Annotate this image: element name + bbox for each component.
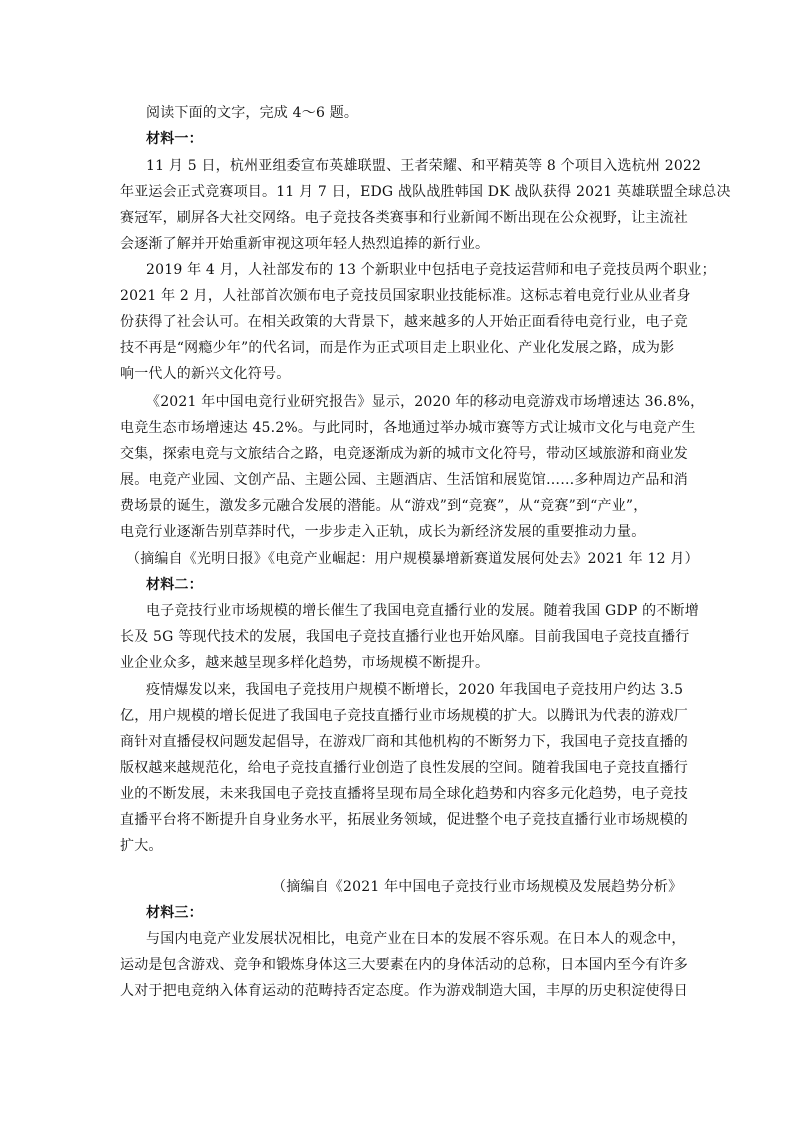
paragraph-line: 人对于把电竞纳入体育运动的范畴持否定态度。作为游戏制造大国，丰厚的历史积淀使得日 [120,983,688,999]
paragraph-line: 年亚运会正式竞赛项目。11 月 7 日，EDG 战队战胜韩国 DK 战队获得 2021 英雄联盟全球总决 [120,184,731,200]
paragraph-line: 与国内电竞产业发展状况相比，电竞产业在日本的发展不容乐观。在日本人的观念中， [146,931,686,947]
paragraph-line: 2019 年 4 月，人社部发布的 13 个新职业中包括电子竞技运营师和电子竞技员两个职业； [146,262,716,278]
paragraph-line: 赛冠军，刷屏各大社交网络。电子竞技各类赛事和行业新闻不断出现在公众视野，让主流社 [120,210,688,226]
material-1-title: 材料一： [146,131,203,147]
paragraph-line: 电竞行业逐渐告别草莽时代，一步步走入正轨，成长为新经济发展的重要推动力量。 [120,524,646,540]
paragraph-line: 展。电竞产业园、文创产品、主题公园、主题酒店、生活馆和展览馆……多种周边产品和消 [120,472,688,488]
paragraph-line: 疫情爆发以来，我国电子竞技用户规模不断增长，2020 年我国电子竞技用户约达 3.5 [146,682,684,698]
paragraph-line: 11 月 5 日，杭州亚组委宣布英雄联盟、王者荣耀、和平精英等 8 个项目入选杭州 2022 [146,158,702,174]
paragraph-line: 直播平台将不断提升自身业务水平，拓展业务领域，促进整个电子竞技直播行业市场规模的 [120,812,688,828]
paragraph-line: 商针对直播侵权问题发起倡导，在游戏厂商和其他机构的不断努力下，我国电子竞技直播的 [120,734,688,750]
material-1-source: （摘编自《光明日报》《电竞产业崛起：用户规模暴增新赛道发展何处去》2021 年 12 月） [126,551,699,567]
paragraph-line: 会逐渐了解并开始重新审视这项年轻人热烈追捧的新行业。 [120,236,490,252]
paragraph-line: 长及 5G 等现代技术的发展，我国电子竞技直播行业也开始风靡。目前我国电子竞技直播行 [120,629,690,645]
paragraph-line: 业企业众多，越来越呈现多样化趋势，市场规模不断提升。 [120,655,490,671]
question-instruction: 阅读下面的文字，完成 4～6 题。 [146,105,359,121]
material-2-source: （摘编自《2021 年中国电子竞技行业市场规模及发展趋势分析》 [272,879,683,895]
material-3-title: 材料三： [146,905,203,921]
paragraph-line: 技不再是“网瘾少年”的代名词，而是作为正式项目走上职业化、产业化发展之路，成为影 [120,340,675,356]
paragraph-line: 2021 年 2 月，人社部首次颁布电子竞技员国家职业技能标准。这标志着电竞行业从业者身 [120,288,691,304]
paragraph-line: 《2021 年中国电竞行业研究报告》显示，2020 年的移动电竞游戏市场增速达 36.8%， [146,394,705,410]
paragraph-line: 电子竞技行业市场规模的增长催生了我国电竞直播行业的发展。随着我国 GDP 的不断增 [146,603,699,619]
paragraph-line: 费场景的诞生，激发多元融合发展的潜能。从“游戏”到“竞赛”，从“竞赛”到“产业”， [120,498,648,514]
paragraph-line: 版权越来越规范化，给电子竞技直播行业创造了良性发展的空间。随着我国电子竞技直播行 [120,760,688,776]
paragraph-line: 响一代人的新兴文化符号。 [120,366,291,382]
paragraph-line: 份获得了社会认可。在相关政策的大背景下，越来越多的人开始正面看待电竞行业，电子竞 [120,314,688,330]
paragraph-line: 扩大。 [120,838,163,854]
paragraph-line: 电竞生态市场增速达 45.2%。与此同时，各地通过举办城市赛等方式让城市文化与电竞产生 [120,420,696,436]
paragraph-line: 业的不断发展，未来我国电子竞技直播将呈现布局全球化趋势和内容多元化趋势，电子竞技 [120,786,688,802]
paragraph-line: 运动是包含游戏、竞争和锻炼身体这三大要素在内的身体活动的总称，日本国内至今有许多 [120,957,688,973]
paragraph-line: 交集，探索电竞与文旅结合之路，电竞逐渐成为新的城市文化符号，带动区域旅游和商业发 [120,446,688,462]
material-2-title: 材料二： [146,577,203,593]
paragraph-line: 亿，用户规模的增长促进了我国电子竞技直播行业市场规模的扩大。以腾讯为代表的游戏厂 [120,708,688,724]
